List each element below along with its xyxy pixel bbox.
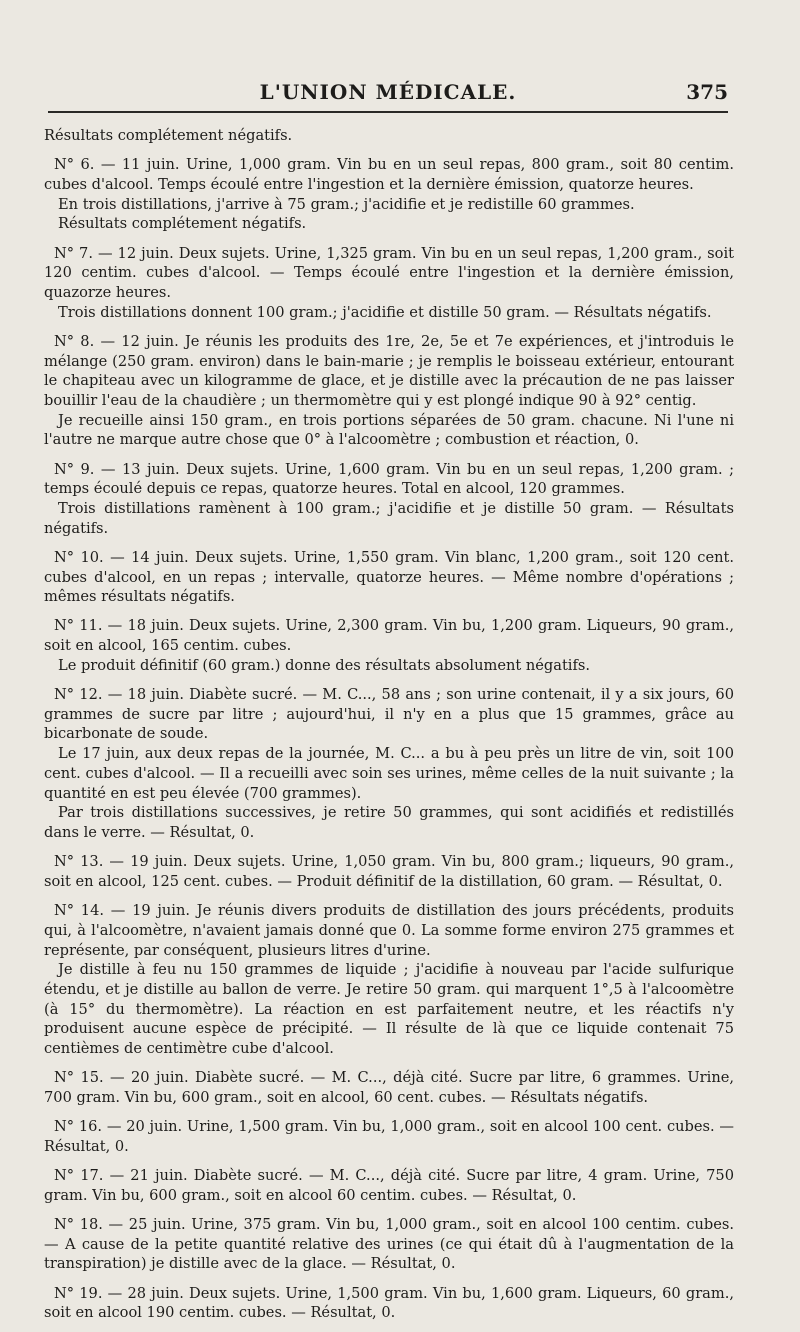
experiment-entry bbox=[44, 155, 734, 234]
entry-heading-paragraph: N° 9. — 13 juin. Deux sujets. Urine, 1,600 gram. Vin bu en un seul repas, 1,200 gram. ; temps écoulé depuis ce repas, quatorze heures. Total en alcool, 120 grammes. bbox=[44, 460, 734, 498]
entry-paragraph: Je distille à feu nu 150 grammes de liquide ; j'acidifie à nouveau par l'acide sulfurique étendu, et je distille au ballon de verre. Je retire 50 gram. qui marquent 1°,5 à l'alcoomètre (à 15° du thermomètre). La réaction en est parfaitement neutre, et les réactifs n'y produisent aucune espèce de précipité. — Il résulte de là que ce liquide contenait 75 centièmes de centimètre cube d'alcool. bbox=[44, 961, 734, 1058]
entry-paragraph: Je recueille ainsi 150 gram., en trois portions séparées de 50 gram. chacune. Ni l'une ni l'autre ne marque autre chose que 0° à l'alcoomètre ; combustion et réaction, 0. bbox=[44, 411, 734, 449]
journal-title: L'UNION MÉDICALE. bbox=[259, 80, 517, 104]
experiment-entry bbox=[44, 126, 734, 146]
page-number: 375 bbox=[686, 80, 728, 104]
experiment-entry bbox=[44, 1284, 734, 1323]
entry-heading-paragraph: N° 12. — 18 juin. Diabète sucré. — M. C..., 58 ans ; son urine contenait, il y a six jours, 60 grammes de sucre par litre ; aujourd'hui, il n'y en a plus que 15 grammes, grâce au bicarbonate de soude. bbox=[44, 686, 734, 743]
entry-heading-paragraph: N° 10. — 14 juin. Deux sujets. Urine, 1,550 gram. Vin blanc, 1,200 gram., soit 120 cent. cubes d'alcool, en un repas ; intervalle, quatorze heures. — Même nombre d'opérations ; mêmes résultats négatifs. bbox=[44, 548, 734, 606]
entry-paragraph: Le 17 juin, aux deux repas de la journée, M. C... a bu à peu près un litre de vin, soit 100 cent. cubes d'alcool. — Il a recueilli avec soin ses urines, même celles de la nuit suivante ; la quantité en est peu élevée (700 grammes). bbox=[44, 745, 734, 802]
experiment-entry bbox=[44, 332, 734, 450]
experiment-entry bbox=[44, 616, 734, 675]
experiment-entry bbox=[44, 548, 734, 607]
experiment-entry bbox=[44, 1166, 734, 1205]
entry-heading-paragraph: N° 14. — 19 juin. Je réunis divers produits de distillation des jours précédents, produits qui, à l'alcoomètre, n'avaient jamais donné que 0. La somme forme environ 275 grammes et représente, par conséquent, plusieurs litres d'urine. bbox=[44, 902, 734, 959]
experiment-entry bbox=[44, 460, 734, 539]
entry-heading-paragraph: N° 18. — 25 juin. Urine, 375 gram. Vin bu, 1,000 gram., soit en alcool 100 centim. cubes. — A cause de la petite quantité relative des urines (ce qui était dû à l'augmentation de la transpiration) je distille avec de la glace. — Résultat, 0. bbox=[44, 1215, 734, 1273]
entry-paragraph: Trois distillations ramènent à 100 gram.; j'acidifie et je distille 50 gram. — Résultats négatifs. bbox=[44, 499, 734, 537]
entry-paragraph: Trois distillations donnent 100 gram.; j'acidifie et distille 50 gram. — Résultats négatifs. bbox=[58, 303, 712, 321]
entry-heading-paragraph: Résultats complétement négatifs. bbox=[44, 127, 293, 144]
entry-heading-paragraph: N° 15. — 20 juin. Diabète sucré. — M. C..., déjà cité. Sucre par litre, 6 grammes. Urine, 700 gram. Vin bu, 600 gram., soit en alcool, 60 cent. cubes. — Résultats négatifs. bbox=[44, 1069, 734, 1106]
experiment-entry bbox=[44, 1068, 734, 1107]
running-header bbox=[48, 74, 728, 108]
experiment-entry bbox=[44, 244, 734, 323]
experiment-entry bbox=[44, 1215, 734, 1274]
experiment-entry bbox=[44, 901, 734, 1059]
entry-paragraph: Résultats complétement négatifs. bbox=[58, 215, 307, 233]
entry-heading-paragraph: N° 17. — 21 juin. Diabète sucré. — M. C..., déjà cité. Sucre par litre, 4 gram. Urine, 750 gram. Vin bu, 600 gram., soit en alcool 60 centim. cubes. — Résultat, 0. bbox=[44, 1167, 734, 1204]
header-rule bbox=[48, 111, 728, 113]
entry-paragraph: En trois distillations, j'arrive à 75 gram.; j'acidifie et je redistille 60 grammes. bbox=[58, 195, 635, 213]
entry-heading-paragraph: N° 16. — 20 juin. Urine, 1,500 gram. Vin bu, 1,000 gram., soit en alcool 100 cent. cubes. — Résultat, 0. bbox=[44, 1118, 734, 1155]
entry-heading-paragraph: N° 13. — 19 juin. Deux sujets. Urine, 1,050 gram. Vin bu, 800 gram.; liqueurs, 90 gram., soit en alcool, 125 cent. cubes. — Produit définitif de la distillation, 60 gram. — Résultat, 0. bbox=[44, 853, 734, 890]
entry-heading-paragraph: N° 7. — 12 juin. Deux sujets. Urine, 1,325 gram. Vin bu en un seul repas, 1,200 gram., soit 120 centim. cubes d'alcool. — Temps écoulé entre l'ingestion et la dernière émission, quazorze heures. bbox=[44, 244, 734, 301]
page-body bbox=[44, 126, 734, 1332]
entry-paragraph: Par trois distillations successives, je retire 50 grammes, qui sont acidifiés et redistillés dans le verre. — Résultat, 0. bbox=[44, 804, 734, 841]
entry-paragraph: Le produit définitif (60 gram.) donne des résultats absolument négatifs. bbox=[58, 656, 591, 674]
experiment-entry bbox=[44, 1117, 734, 1156]
entry-heading-paragraph: N° 19. — 28 juin. Deux sujets. Urine, 1,500 gram. Vin bu, 1,600 gram. Liqueurs, 60 gram., soit en alcool 190 centim. cubes. — Résultat, 0. bbox=[44, 1284, 734, 1322]
entry-heading-paragraph: N° 11. — 18 juin. Deux sujets. Urine, 2,300 gram. Vin bu, 1,200 gram. Liqueurs, 90 gram., soit en alcool, 165 centim. cubes. bbox=[44, 617, 734, 655]
experiment-entry bbox=[44, 852, 734, 891]
entry-heading-paragraph: N° 8. — 12 juin. Je réunis les produits des 1re, 2e, 5e et 7e expériences, et j'introduis le mélange (250 gram. environ) dans le bain-marie ; je remplis le boisseau extérieur, entourant le chapiteau avec un kilogramme de glace, et je distille avec la précaution de ne pas laisser bouillir l'eau de la chaudière ; un thermomètre qui y est plongé indique 90 à 92° centig. bbox=[44, 332, 734, 409]
entry-heading-paragraph: N° 6. — 11 juin. Urine, 1,000 gram. Vin bu en un seul repas, 800 gram., soit 80 centim. cubes d'alcool. Temps écoulé entre l'ingestion et la dernière émission, quatorze heures. bbox=[44, 156, 734, 193]
experiment-entry bbox=[44, 685, 734, 843]
